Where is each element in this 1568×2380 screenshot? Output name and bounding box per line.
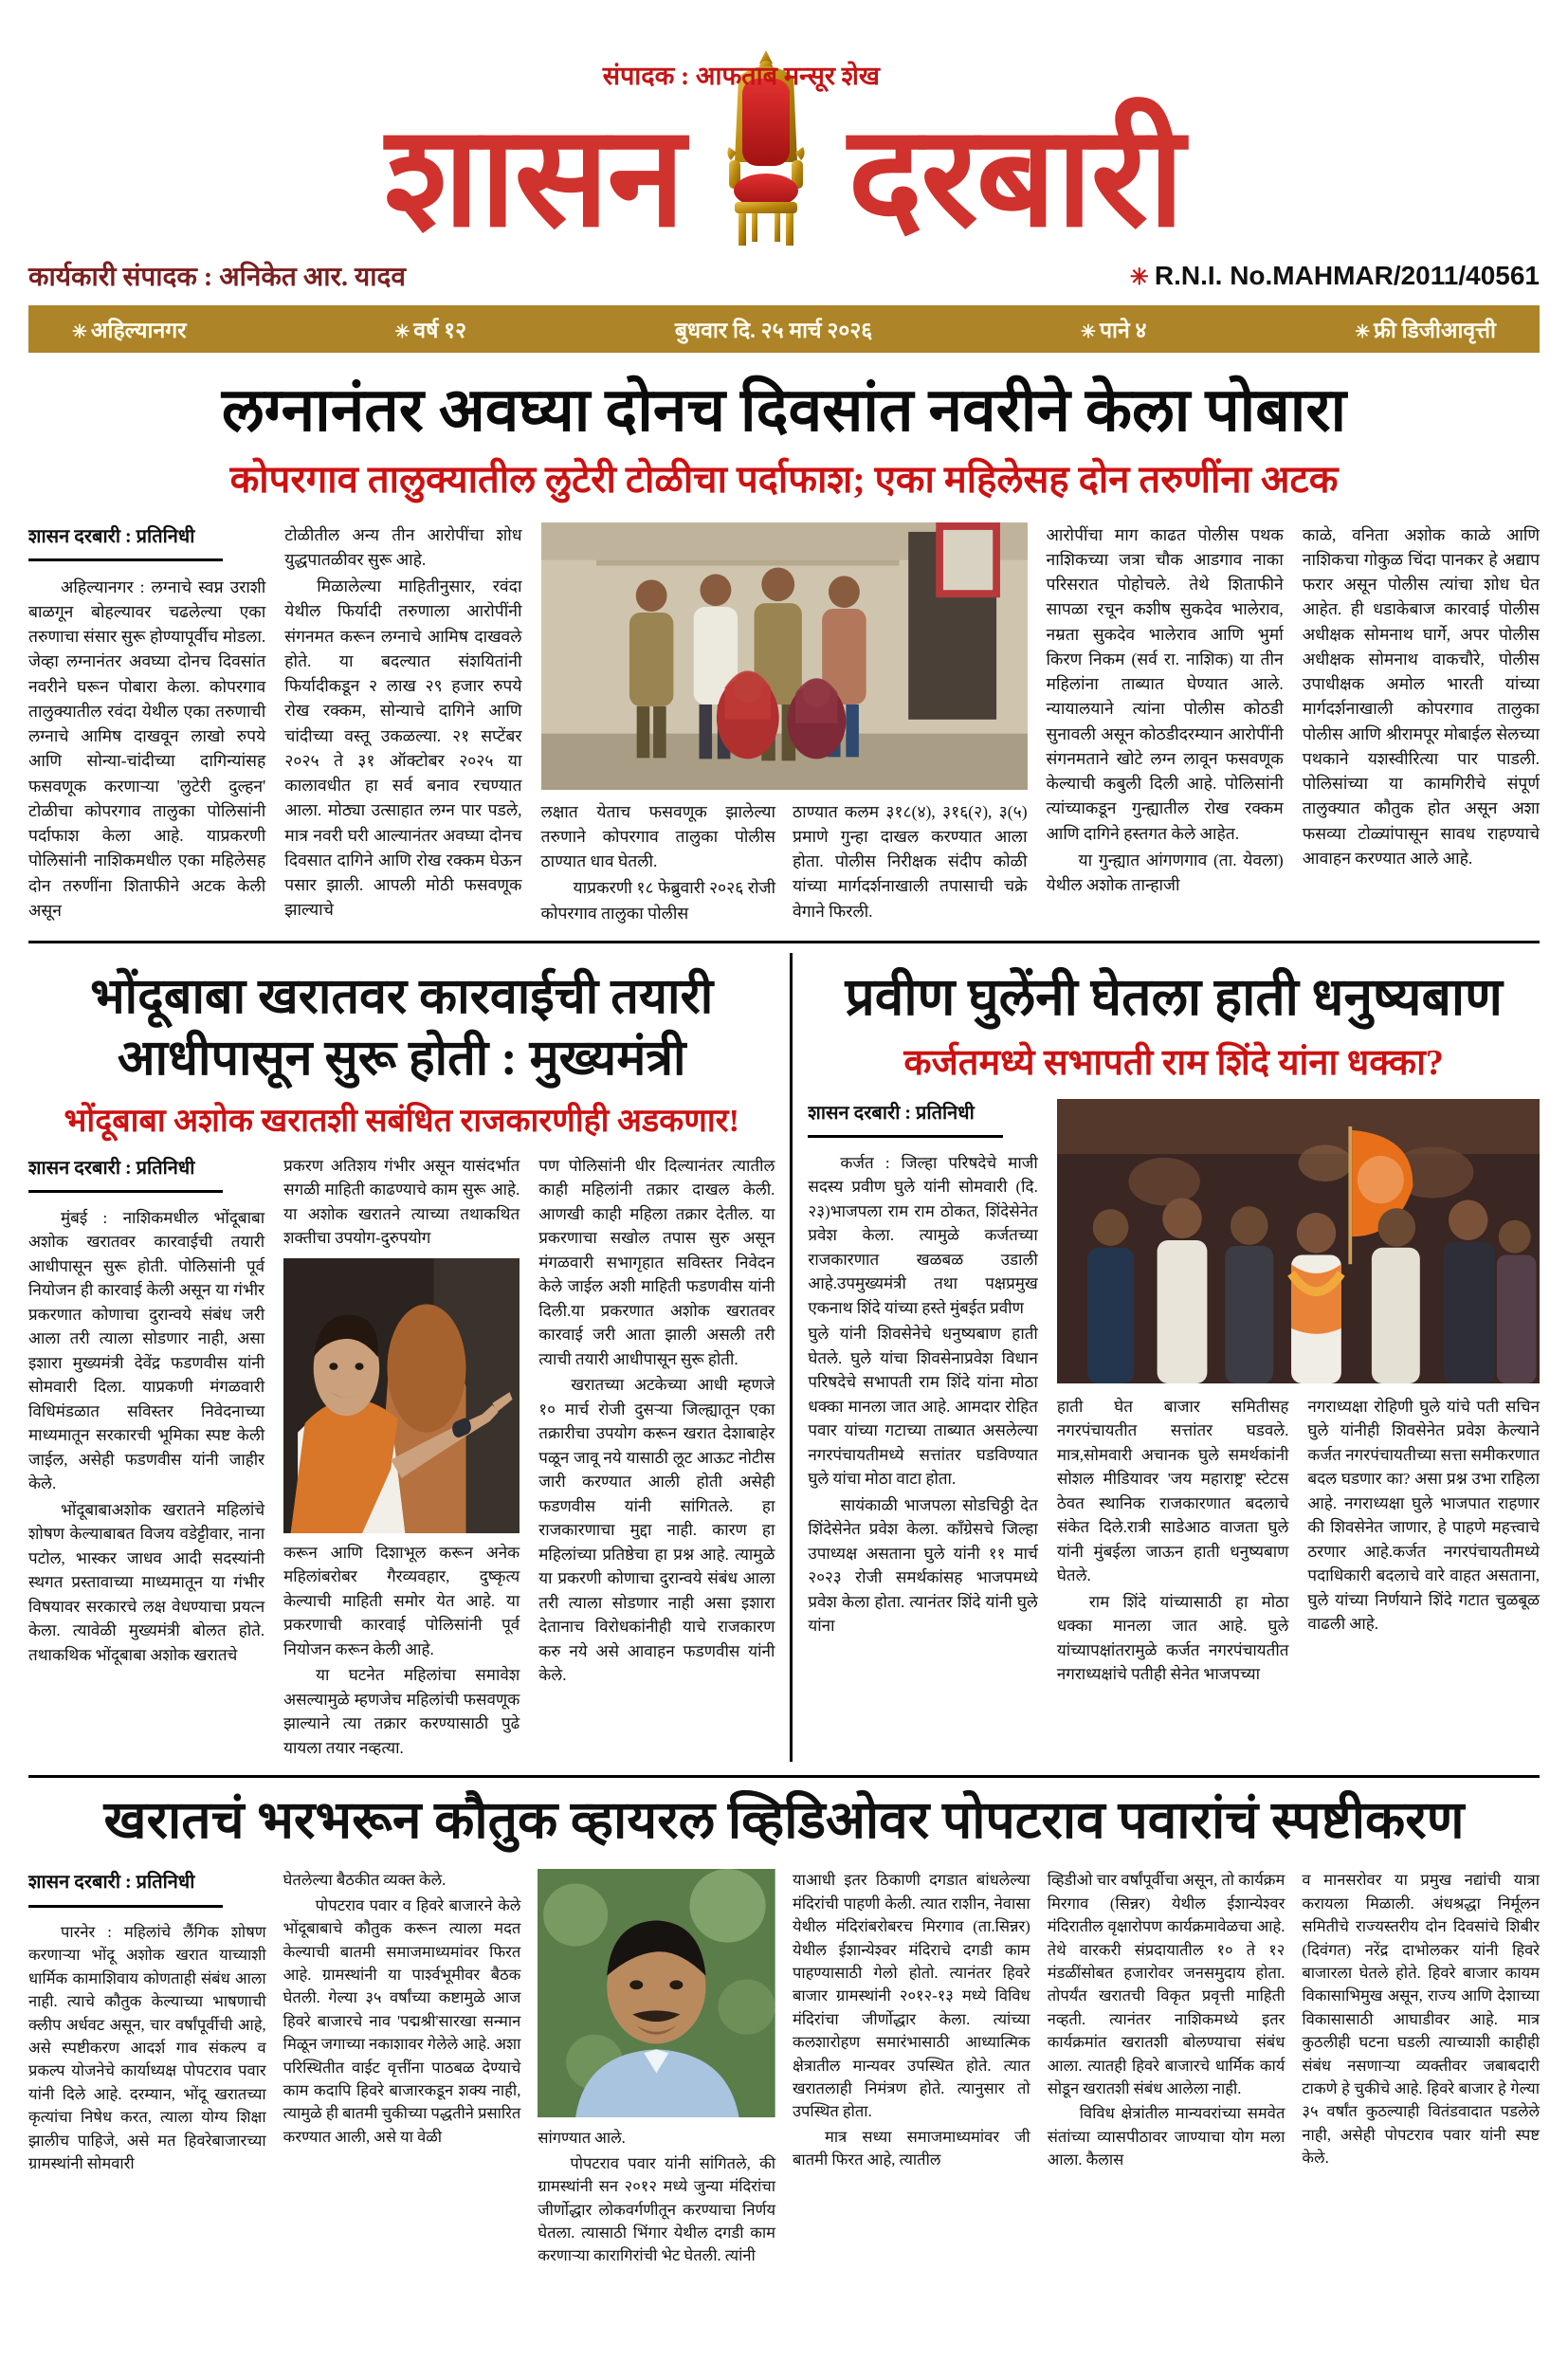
- article3-col1: शासन दरबारी : प्रतिनिधी कर्जत : जिल्हा परिषदेचे माजी सदस्य प्रवीण घुले यांनी सोमवारी (दि. २३)भाजपला राम राम ठोकत, शिंदेसेनेत प्रवेश केला. त्यामुळे कर्जतच्या राजकारणात खळबळ उडाली आहे.उपमुख्यमंत्री तथा पक्षप्रमुख एकनाथ शिंदे यांच्या हस्ते मुंबईत प्रवीण घुले यांनी शिवसेनेचे धनुष्यबाण हाती घेतले. घुले यांचा शिवसेनाप्रवेश विधान परिषदेचे सभापती राम शिंदे यांना मोठा धक्का मानला जात आहे. आमदार रोहित पवार यांच्या गटाच्या ताब्यात असलेल्या नगरपंचायतीमध्ये सत्तांतर घडविण्यात घुले यांचा मोठा वाटा होता. सायंकाळी भाजपला सोडचिठ्ठी देत शिंदेसेनेत प्रवेश केला. काँग्रेसचे जिल्हा उपाध्यक्ष असताना घुले यांनी ११ मार्च २०२३ रोजी समर्थकांसह भाजपमध्ये प्रवेश केला होता. त्यानंतर शिंदे यांनी घुले यांना: [808, 1099, 1037, 1689]
- article3-mid-col: हाती घेत बाजार समितीसह नगरपंचायतीत सत्तांतर घडवले. मात्र,सोमवारी अचानक घुले समर्थकांनी सोशल मीडियावर 'जय महाराष्ट्र' स्टेटस ठेवत स्थानिक राजकारणात बदलाचे संकेत दिले.रात्री साडेआठ वाजता घुले यांनी मुंबईला जाऊन हाती धनुष्यबाण घेतले. राम शिंदे यांच्यासाठी हा मोठा धक्का मानला जात आहे. घुले यांच्यापक्षांतरामुळे कर्जत नगरपंचायतीत नगराध्यक्षांचे पतीही सेनेत भाजपच्या: [1056, 1397, 1289, 1684]
- article4-col6: व मानसरोवर या प्रमुख नद्यांची यात्रा करायला मिळाली. अंधश्रद्धा निर्मूलन समितीचे राज्यस्तरीय दोन दिवसांचे शिबीर (दिवंगत) नरेंद्र दाभोलकर यांनी हिवरे बाजारला घेतले होते. हिवरे बाजार कायम विकासाभिमुख असून, राज्य आणि देशाच्या विकासासाठी आघाडीवर आहे. मात्र कुठलीही घटना घडली त्याच्याशी काहीही संबंध नसणाऱ्या व्यक्तीवर जबाबदारी टाकणे हे चुकीचे आहे. हिवरे बाजार हे गेल्या ३५ वर्षांत कुठल्याही वितंडवादात पडलेले नाही, असेही पोपटराव पवार यांनी स्पष्ट केले.: [1302, 1871, 1541, 2168]
- article3-headline: प्रवीण घुलेंनी घेतला हाती धनुष्यबाण: [845, 967, 1503, 1026]
- article1-police-group-photo: [541, 522, 1028, 790]
- article4-col1: शासन दरबारी : प्रतिनिधी पारनेर : महिलांचे लैंगिक शोषण करणाऱ्या भोंदू अशोक खरात याच्याशी धार्मिक कामाशिवाय कोणताही संबंध आला नाही. त्याचे कौतुक केल्याच्या भाषणाची क्लीप अर्धवट असून, चार वर्षांपूर्वीची आहे, असे स्पष्टीकरण आदर्श गाव संकल्प व प्रकल्प योजनेचे कार्याध्यक्ष पोपटराव पवार यांनी दिले आहे. दरम्यान, भोंदू खरातच्या कृत्यांचा निषेध करत, त्याला योग्य शिक्षा झालीच पाहिजे, असे मत हिवरेबाजारच्या ग्रामस्थांनी सोमवारी: [28, 1869, 266, 2269]
- article3-party-entry-photo: [1057, 1099, 1540, 1383]
- band-pages: ✳ पाने ४: [1081, 319, 1147, 342]
- article-cm-khairat: [28, 953, 790, 1763]
- asterisk-icon: ✳: [1129, 265, 1149, 290]
- band-date: बुधवार दि. २५ मार्च २०२६: [674, 319, 873, 342]
- section-divider: [28, 941, 1540, 943]
- article4-col5: व्हिडीओ चार वर्षांपूर्वीचा असून, तो कार्यक्रम मिरगाव (सिन्नर) येथील ईशान्येश्वर मंदिरातील वृक्षारोपण कार्यक्रमावेळचा आहे. तेथे वारकरी संप्रदायातील १० ते १२ मंडळींसोबत हजारोवर जनसमुदाय होता. तोपर्यंत खरातची विकृत प्रवृत्ती माहिती नव्हती. त्यानंतर नाशिकमध्ये इतर कार्यक्रमांत खरातशी बोलण्याचा संबंध आला. त्यातही हिवरे बाजारचे धार्मिक कार्य सोडून खरातशी संबंध आलेला नाही. विविध क्षेत्रांतील मान्यवरांच्या समवेत संतांच्या व्यासपीठावर जाण्याचा योग मला आला. कैलास: [1047, 1871, 1285, 2169]
- band-edition: ✳ फ्री डिजीआवृत्ती: [1355, 319, 1496, 342]
- article3-photo-block: [1057, 1099, 1540, 1689]
- article1-col2: टोळीतील अन्य तीन आरोपींचा शोध युद्धपातळीवर सुरू आहे. मिळालेल्या माहितीनुसार, रवंदा येथील फिर्यादी तरुणाला आरोपींनी संगनमत करून लग्नाचे आमिष दाखवले होते. या बदल्यात संशयितांनी फिर्यादीकडून २ लाख २९ हजार रुपये रोख रक्कम, सोन्याचे दागिने आणि चांदीच्या वस्तू उकळल्या. २१ सप्टेंबर २०२५ ते ३१ ऑक्टोबर २०२५ या कालावधीत हा सर्व बनाव रचण्यात आला. मोठ्या उत्साहात लग्न पार पडले, मात्र नवरी घरी आल्यानंतर अवघ्या दोनच दिवसात दागिने आणि रोख रक्कम घेऊन पसार झाली. आपली मोठी फसवणूक झाल्याचे: [284, 524, 522, 920]
- article-bride-fraud: [28, 375, 1540, 927]
- article2-headline: भोंदूबाबा खरातवर कारवाईची तयारी आधीपासून सुरू होती : मुख्यमंत्री: [90, 969, 714, 1086]
- masthead-title-right: दरबारी: [848, 101, 1183, 256]
- article-ghule-shivsena: [793, 953, 1540, 1763]
- article2-col3: पण पोलिसांनी धीर दिल्यानंतर त्यातील काही महिलांनी तक्रार दाखल केली. आणखी काही महिला तक्रार देतील. या प्रकरणाचा सखोल तपास सुरु असून मंगळवारी सभागृहात सविस्तर निवेदन केले जाईल अशी माहिती फडणवीस यांनी दिली.या प्रकरणात अशोक खरातवर कारवाई जरी आता झाली असली तरी त्याची तयारी आधीपासून सुरू होती. खरातच्या अटकेच्या आधी म्हणजे १० मार्च रोजी दुसऱ्या जिल्ह्यातून एका तक्रारीचा उपयोग करून खरात देशाबाहेर पळून जावू नये यासाठी लूट आऊट नोटीस जारी करण्यात आली होती असेही फडणवीस यांनी सांगितले. हा राजकारणाचा मुद्दा नाही. कारण हा महिलांच्या प्रतिष्ठेचा हा प्रश्न आहे. त्यामुळे या प्रकरणी कोणाचा दुरान्वये संबंध आला तरी त्याला सोडणार नाही असा इशारा देतानाच विरोधकांनीही याचे राजकारण करु नये असे आवाहन फडणवीस यांनी केले.: [538, 1156, 775, 1685]
- article2-col1: शासन दरबारी : प्रतिनिधी मुंबई : नाशिकमधील भोंदूबाबा अशोक खरातवर कारवाईची तयारी आधीपासून सुरू होती. पोलिसांनी पूर्व नियोजन ही कारवाई केली असून या गंभीर प्रकरणात कोणाचा दुरान्वये संबंध जरी आला तरी त्याला सोडणार नाही, असा इशारा मुख्यमंत्री देवेंद्र फडणवीस यांनी सोमवारी दिला. याप्रकणी मंगळवारी विधिमंडळात सविस्तर निवेदनाच्या माध्यमातून सरकारची भूमिका स्पष्ट केली जाईल, असेही फडणवीस यांनी जाहीर केले. भोंदूबाबाअशोक खरातने महिलांचे शोषण केल्याबाबत विजय वडेट्टीवार, नाना पटोल, भास्कर जाधव आदी सदस्यांनी स्थगत प्रस्तावाच्या माध्यमातून या गंभीर विषयावर सरकारचे लक्ष वेधण्याचा प्रयत्न केला. त्यावेळी मुख्यमंत्री बोलत होते. तथाकथिक भोंदूबाबा अशोक खरातचे: [28, 1154, 264, 1763]
- asterisk-icon: ✳: [72, 322, 87, 342]
- article4-byline: शासन दरबारी : प्रतिनिधी: [28, 1869, 223, 1908]
- article1-photo-block: [541, 522, 1028, 927]
- article4-col2: घेतलेल्या बैठकीत व्यक्त केले. पोपटराव पवार व हिवरे बाजारने केले भोंदूबाबाचे कौतुक करून त्याला मदत केल्याची बातमी समाजमाध्यमांवर फिरत आहे. ग्रामस्थांनी या पार्श्वभूमीवर बैठक घेतली. गेल्या ३५ वर्षांच्या कष्टामुळे आज हिवरे बाजारचे नाव 'पद्मश्री'सारखा सन्मान मिळून जगाच्या नकाशावर गेलेले आहे. अशा परिस्थितीत वाईट वृत्तींना पाठबळ देण्याचे काम कदापि हिवरे बाजारकडून शक्य नाही, त्यामुळे ही बातमी चुकीच्या पद्धतीने प्रसारित करण्यात आली, असे या वेळी: [283, 1871, 521, 2146]
- article3-right-col: नगराध्यक्षा रोहिणी घुले यांचे पती सचिन घुले यांनीही शिवसेनेत प्रवेश केल्याने कर्जत नगरपंचायतीच्या सत्ता समीकरणात बदल घडणार का? असा प्रश्न उभा राहिला आहे. नगराध्यक्षा घुले भाजपात राहणार की शिवसेनेत जाणार, हे पाहणे महत्त्वाचे ठरणार आहे.कर्जत नगरपंचायतीमध्ये पदाधिकारी बदलाचे वारे वाहत असताना, घुले यांच्या निर्णयाने शिंदे गटात चुळबूळ वाढली आहे.: [1307, 1397, 1541, 1634]
- article4-headline: खरातचं भरभरून कौतुक व्हायरल व्हिडिओवर पोपटराव पवारांचं स्पष्टीकरण: [103, 1791, 1465, 1850]
- masthead-subrow: [28, 258, 1540, 294]
- asterisk-icon: ✳: [1081, 322, 1096, 342]
- article2-cm-photo: [283, 1258, 520, 1533]
- masthead-title-left: शासन: [385, 101, 684, 256]
- article1-mid-right-col: ठाण्यात कलम ३१८(४), ३१६(२), ३(५) प्रमाणे गुन्हा दाखल करण्यात आला होता. पोलीस निरीक्षक संदीप कोळी यांच्या मार्गदर्शनाखाली तपासाची चक्रे वेगाने फिरली.: [793, 801, 1028, 921]
- section-divider: [28, 1775, 1540, 1778]
- rni-number: ✳ R.N.I. No.MAHMAR/2011/40561: [1129, 261, 1540, 290]
- band-city: ✳ अहिल्यानगर: [72, 319, 187, 342]
- band-year: ✳ वर्ष १२: [394, 319, 467, 342]
- date-band: [28, 305, 1540, 353]
- executive-editor-line: कार्यकारी संपादक : अनिकेत आर. यादव: [28, 263, 406, 292]
- article1-headline: लग्नानंतर अवघ्या दोनच दिवसांत नवरीने केला पोबारा: [221, 376, 1347, 444]
- article1-col1: शासन दरबारी : प्रतिनिधी अहिल्यानगर : लग्नाचे स्वप्न उराशी बाळगून बोहल्यावर चढलेल्या एका तरुणाचा संसार सुरू होण्यापूर्वीच मोडला. जेव्हा लग्नानंतर अवघ्या दोनच दिवसांत नवरीने घरून पोबारा केला. कोपरगाव तालुक्यातील रवंदा येथील एका तरुणाची लग्नाचे आमिष दाखवून लाखो रुपये आणि सोन्या-चांदीच्या दागिन्यांसह फसवणूक करणाऱ्या 'लुटेरी दुल्हन' टोळीचा कोपरगाव तालुका पोलिसांनी पर्दाफाश केला आहे. याप्रकरणी पोलिसांनी नाशिकमधील एका महिलेसह दोन तरुणींना शिताफीने अटक केली असून: [28, 522, 265, 927]
- article4-col4: याआधी इतर ठिकाणी दगडात बांधलेल्या मंदिरांची पाहणी केली. त्यात राशीन, नेवासा येथील मंदिरांबरोबरच मिरगाव (ता.सिन्नर) येथील ईशान्येश्वर मंदिराचे दगडी काम पाहण्यासाठी गेलो होतो. त्यानंतर हिवरे बाजार ग्रामस्थांनी २०१२-१३ मध्ये विविध मंदिरांचा जीर्णोद्धार केला. त्यांच्या कलशारोहण समारंभासाठी आध्यात्मिक क्षेत्रातील मान्यवर उपस्थित होते. त्यात खरातलाही निमंत्रण होते. त्यानुसार तो उपस्थित होता. मात्र सध्या समाजमाध्यमांवर जी बातमी फिरत आहे, त्यातील: [793, 1871, 1030, 2169]
- article4-popatrao-portrait-photo: [538, 1869, 775, 2117]
- masthead: [28, 25, 1540, 256]
- article4-col3: सांगण्यात आले. पोपटराव पवार यांनी सांगितले, की ग्रामस्थांनी सन २०१२ मध्ये जुन्या मंदिरांचा जीर्णोद्धार लोकवर्गणीतून करण्याचा निर्णय घेतला. त्यासाठी भिंगार येथील दगडी काम करणाऱ्या कारागिरांची भेट घेतली. त्यांनी: [538, 1869, 775, 2269]
- article2-subhead: भोंदूबाबा अशोक खरातशी सबंधित राजकारणीही अडकणार!: [64, 1103, 739, 1139]
- article-popatrao-clarification: [28, 1789, 1540, 2269]
- asterisk-icon: ✳: [394, 322, 410, 342]
- article2-byline: शासन दरबारी : प्रतिनिधी: [28, 1154, 223, 1193]
- article3-subhead: कर्जतमध्ये सभापती राम शिंदे यांना धक्का?: [903, 1042, 1444, 1083]
- article1-mid-left-col: लक्षात येताच फसवणूक झालेल्या तरुणाने कोपरगाव तालुका पोलीस ठाण्यात धाव घेतली. याप्रकरणी १८ फेब्रुवारी २०२६ रोजी कोपरगाव तालुका पोलीस: [540, 801, 776, 923]
- asterisk-icon: ✳: [1355, 322, 1371, 342]
- article1-byline: शासन दरबारी : प्रतिनिधी: [28, 522, 223, 561]
- article1-col4: आरोपींचा माग काढत पोलीस पथक नाशिकच्या जत्रा चौक आडगाव नाका परिसरात पोहोचले. तेथे शिताफीने सापळा रचून कशीष सुकदेव भालेराव, नम्रता सुकदेव भालेराव आणि भुर्मा किरण निकम (सर्व रा. नाशिक) या तीन महिलांना ताब्यात घेण्यात आले. न्यायालयाने त्यांना पोलीस कोठडी सुनावली असून कोठडीदरम्यान आरोपींनी संगनमताने खोटे लग्न लावून फसवणूक केल्याची कबुली दिली आहे. पोलिसांनी त्यांच्याकडून गुन्ह्यातील रोख रक्कम आणि दागिने हस्तगत केले आहेत. या गुन्ह्यात आंगणगाव (ता. येवला) येथील अशोक तान्हाजी: [1046, 524, 1284, 895]
- article1-col5: काळे, वनिता अशोक काळे आणि नाशिकचा गोकुळ चिंदा पानकर हे अद्याप फरार असून पोलीस त्यांचा शोध घेत आहेत. ही धडाकेबाज कारवाई पोलीस अधीक्षक सोमनाथ घार्गे, अपर पोलीस अधीक्षक सोमनाथ वाकचौरे, पोलीस उपाधीक्षक अमोल भारती यांच्या मार्गदर्शनाखाली कोपरगाव तालुका पोलीस आणि श्रीरामपूर मोबाईल सेलच्या पथकाने यशस्वीरित्या पार पाडली. पोलिसांच्या या कामगिरीचे संपूर्ण तालुक्यात कौतुक होत असून अशा फसव्या टोळ्यांपासून सावध राहण्याचे आवाहन करण्यात आले आहे.: [1302, 524, 1541, 868]
- article2-col2: प्रकरण अतिशय गंभीर असून यासंदर्भात सगळी माहिती काढण्याचे काम सुरू आहे. या अशोक खरातने त्याच्या तथाकथित शक्तीचा उपयोग-दुरुपयोग करून आणि दिशाभूल करून अनेक महिलांबरोबर गैरव्यवहार, दुष्कृत्य केल्याची माहिती समोर येत आहे. या प्रकरणाची कारवाई पोलिसांनी पूर्व नियोजन करून केली आहे. या घटनेत महिलांचा समावेश असल्यामुळे म्हणजेच महिलांची फसवणूक झाल्याने त्या तक्रार करण्यासाठी पुढे यायला तयार नव्हत्या.: [283, 1156, 520, 1757]
- article1-subhead: कोपरगाव तालुक्यातील लुटेरी टोळीचा पर्दाफाश; एका महिलेसह दोन तरुणींना अटक: [229, 457, 1339, 501]
- article3-byline: शासन दरबारी : प्रतिनिधी: [808, 1099, 1002, 1138]
- editor-line: संपादक : आफताब मन्सूर शेख: [602, 62, 880, 90]
